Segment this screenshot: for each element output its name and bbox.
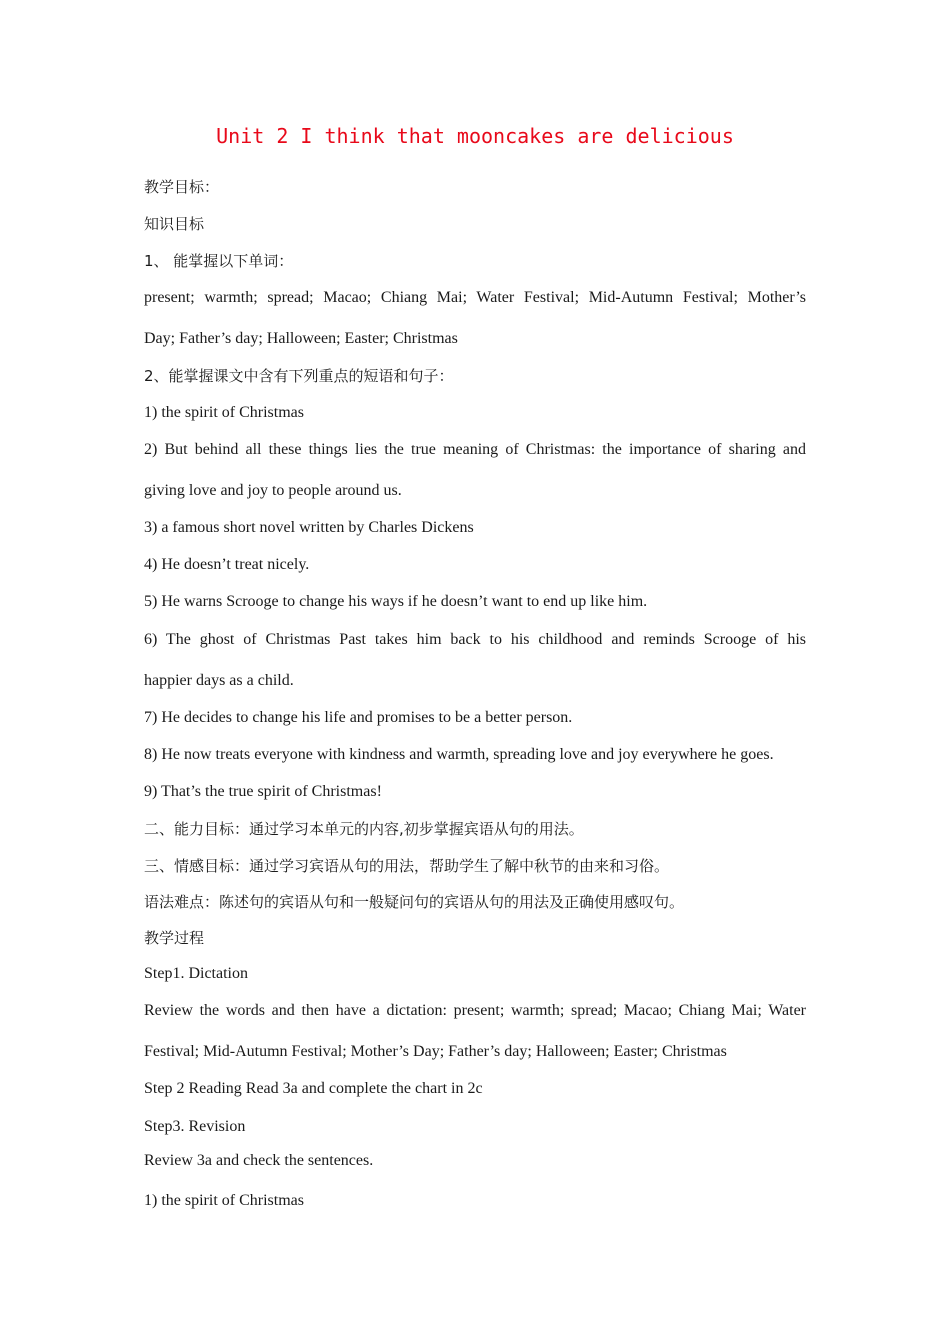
phrase-item-7: 7) He decides to change his life and promises to be a better person. xyxy=(144,709,573,726)
step-2-heading: Step 2 Reading Read 3a and complete the chart in 2c xyxy=(144,1080,483,1097)
phrase-item-6-line-2: happier days as a child. xyxy=(144,672,294,689)
step-3-item-1: 1) the spirit of Christmas xyxy=(144,1192,304,1209)
phrase-item-2-line-1: 2) But behind all these things lies the true meaning of Christmas: the importance of sharing and xyxy=(144,441,806,458)
list-heading-words: 1、 能掌握以下单词： xyxy=(144,252,294,270)
phrase-item-4: 4) He doesn’t treat nicely. xyxy=(144,556,310,573)
phrase-item-5: 5) He warns Scrooge to change his ways if he doesn’t want to end up like him. xyxy=(144,593,648,610)
step-3-text: Review 3a and check the sentences. xyxy=(144,1152,374,1169)
phrase-item-9: 9) That’s the true spirit of Christmas! xyxy=(144,783,382,800)
step-3-heading: Step3. Revision xyxy=(144,1118,246,1135)
phrase-item-8: 8) He now treats everyone with kindness and warmth, spreading love and joy everywhere he goes. xyxy=(144,746,774,763)
section-heading-teaching-process: 教学过程 xyxy=(144,929,205,947)
grammar-difficulty: 语法难点：陈述句的宾语从句和一般疑问句的宾语从句的用法及正确使用感叹句。 xyxy=(144,893,685,911)
ability-goal: 二、能力目标：通过学习本单元的内容,初步掌握宾语从句的用法。 xyxy=(144,820,584,838)
step-1-text-line-1: Review the words and then have a dictation: present; warmth; spread; Macao; Chiang Mai; Water xyxy=(144,1002,806,1019)
emotion-goal: 三、情感目标：通过学习宾语从句的用法，帮助学生了解中秋节的由来和习俗。 xyxy=(144,857,670,875)
vocab-line-2: Day; Father’s day; Halloween; Easter; Christmas xyxy=(144,330,458,347)
phrase-item-6-line-1: 6) The ghost of Christmas Past takes him back to his childhood and reminds Scrooge of his xyxy=(144,631,806,648)
document-title: Unit 2 I think that mooncakes are delicious xyxy=(216,124,734,148)
section-heading-teaching-goals: 教学目标： xyxy=(144,178,220,196)
phrase-item-3: 3) a famous short novel written by Charles Dickens xyxy=(144,519,474,536)
step-1-heading: Step1. Dictation xyxy=(144,965,248,982)
list-heading-phrases: 2、能掌握课文中含有下列重点的短语和句子： xyxy=(144,367,454,385)
phrase-item-1: 1) the spirit of Christmas xyxy=(144,404,304,421)
section-heading-knowledge-goals: 知识目标 xyxy=(144,215,205,233)
vocab-line-1: present; warmth; spread; Macao; Chiang Mai; Water Festival; Mid-Autumn Festival; Mother’s xyxy=(144,289,806,306)
step-1-text-line-2: Festival; Mid-Autumn Festival; Mother’s Day; Father’s day; Halloween; Easter; Christmas xyxy=(144,1043,727,1060)
phrase-item-2-line-2: giving love and joy to people around us. xyxy=(144,482,402,499)
